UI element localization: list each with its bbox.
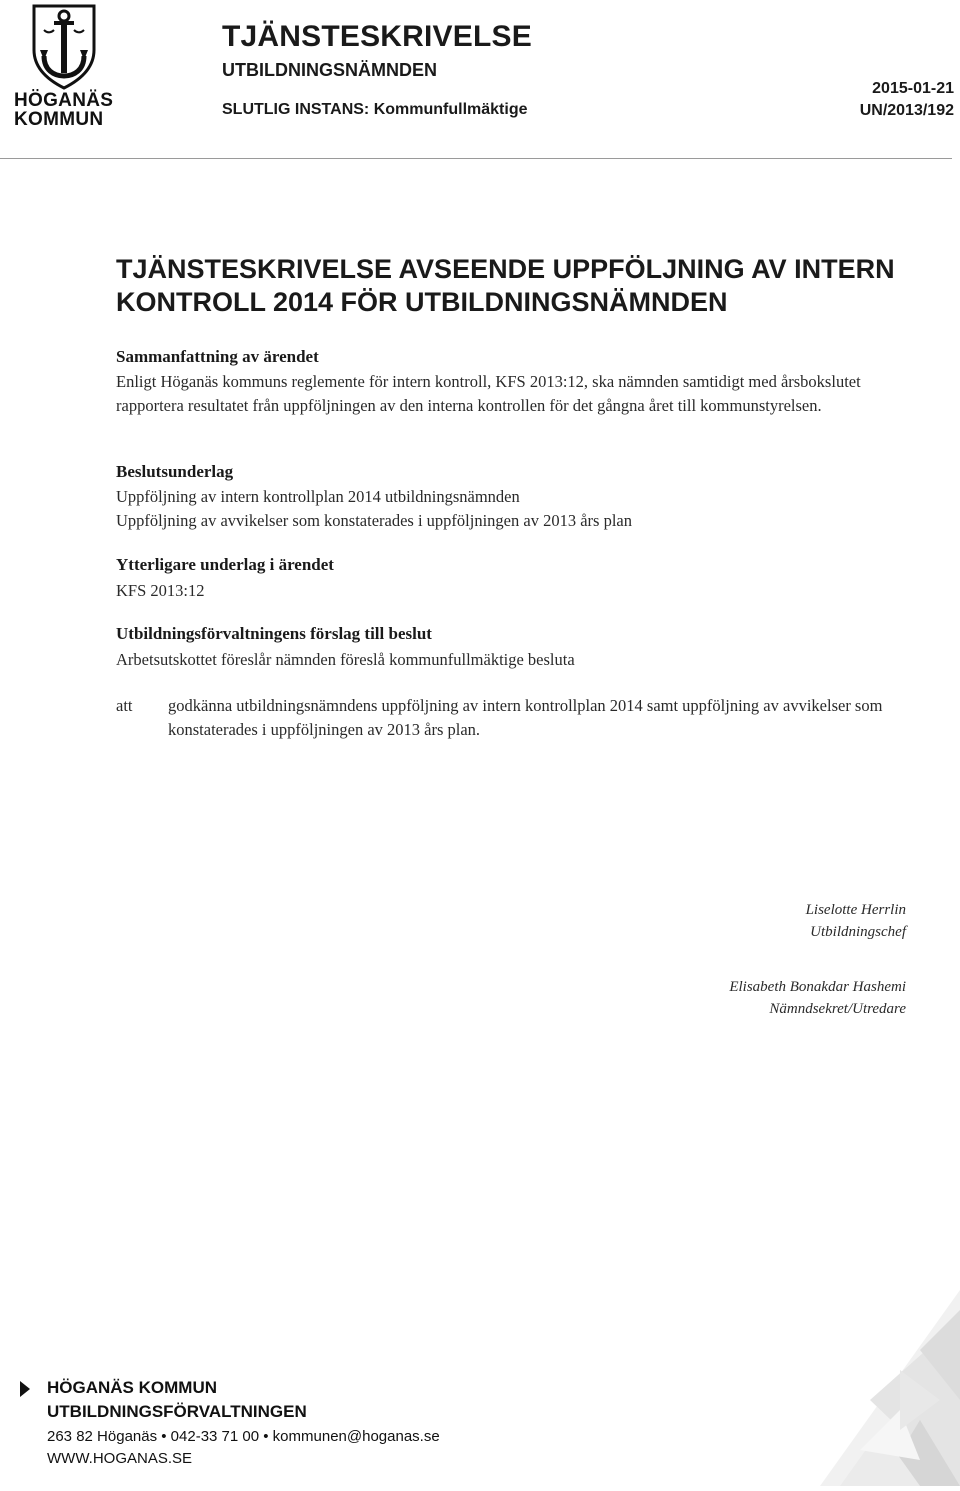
footer-website[interactable]: WWW.HOGANAS.SE (47, 1450, 193, 1467)
document-date: 2015-01-21 (872, 80, 954, 97)
title-line-1: TJÄNSTESKRIVELSE AVSEENDE UPPFÖLJNING AV INTERN (116, 254, 895, 284)
footer-arrow-icon (20, 1381, 30, 1397)
basis-list (116, 485, 916, 533)
extra-basis-heading: Ytterligare underlag i ärendet (116, 555, 334, 574)
title-line-2: KONTROLL 2014 FÖR UTBILDNINGSNÄMNDEN (116, 287, 728, 317)
basis-heading: Beslutsunderlag (116, 462, 234, 481)
footer-triangle-pattern (720, 1290, 960, 1486)
logo-text-line1: HÖGANÄS (14, 90, 114, 111)
proposal-heading: Utbildningsförvaltningens förslag till beslut (116, 624, 432, 643)
reference-number: UN/2013/192 (859, 102, 954, 119)
logo-text-line2: KOMMUN (14, 109, 104, 130)
extra-basis-text: KFS 2013:12 (116, 581, 205, 600)
signature-name: Elisabeth Bonakdar Hashemi (729, 979, 906, 995)
basis-item: Uppföljning av avvikelser som konstaterades i uppföljningen av 2013 års plan (116, 511, 632, 530)
summary-text: Enligt Höganäs kommuns reglemente för intern kontroll, KFS 2013:12, ska nämnden samtidigt med årsbokslutet rapportera resultatet från uppföljningen av den interna kontrollen för det gångna året till kommunstyrelsen. (116, 372, 861, 415)
footer-contact: 263 82 Höganäs • 042-33 71 00 • kommunen@hoganas.se (47, 1428, 440, 1445)
header-divider (0, 158, 952, 159)
att-text: godkänna utbildningsnämndens uppföljning av intern kontrollplan 2014 samt uppföljning av avvikelser som konstaterades i uppföljningen av 2013 års plan. (168, 696, 883, 739)
signature-role: Nämndsekret/Utredare (769, 1001, 906, 1017)
document-type: TJÄNSTESKRIVELSE (222, 20, 532, 53)
signature-block (806, 899, 906, 943)
document-title (116, 253, 916, 319)
department-name: UTBILDNINGSNÄMNDEN (222, 60, 437, 80)
shield-anchor-icon (14, 2, 114, 90)
footer-organization: HÖGANÄS KOMMUN (47, 1378, 217, 1397)
basis-item: Uppföljning av intern kontrollplan 2014 utbildningsnämnden (116, 487, 520, 506)
signature-name: Liselotte Herrlin (805, 902, 906, 918)
signature-block (729, 976, 906, 1020)
summary-heading: Sammanfattning av ärendet (116, 347, 319, 366)
proposal-text: Arbetsutskottet föreslår nämnden föreslå kommunfullmäktige besluta (116, 650, 575, 669)
att-label: att (116, 696, 133, 715)
signature-role: Utbildningschef (810, 924, 906, 940)
final-instance: SLUTLIG INSTANS: Kommunfullmäktige (222, 101, 528, 118)
footer-department: UTBILDNINGSFÖRVALTNINGEN (47, 1402, 307, 1421)
hoganas-logo (14, 2, 114, 130)
